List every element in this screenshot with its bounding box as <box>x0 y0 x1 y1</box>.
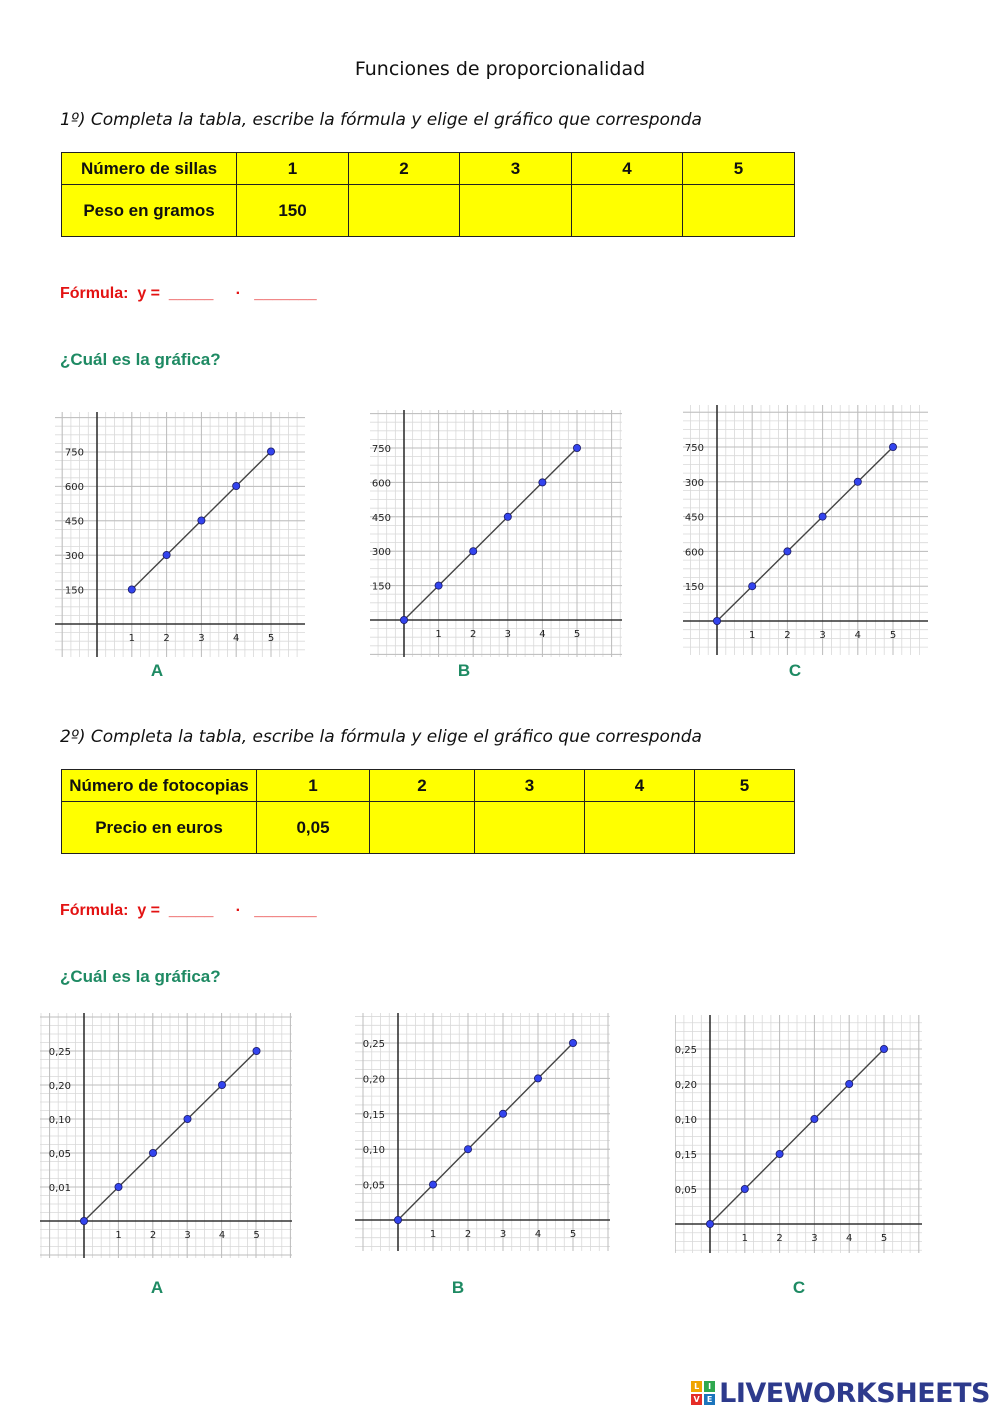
y-tick-label: 300 <box>371 547 391 559</box>
x-tick-label: 4 <box>534 1229 542 1240</box>
table-input-cell[interactable] <box>349 185 460 237</box>
table-header-cell: 1 <box>257 770 370 802</box>
data-point <box>880 1045 887 1052</box>
data-point <box>569 1039 576 1046</box>
data-point <box>741 1185 748 1192</box>
y-tick-label: 750 <box>684 443 704 454</box>
x-tick-label: 2 <box>776 1233 783 1244</box>
data-point <box>149 1149 156 1156</box>
data-point <box>184 1115 191 1122</box>
x-tick-label: 1 <box>115 1230 122 1241</box>
y-tick-label: 150 <box>64 585 84 597</box>
data-point <box>889 443 896 450</box>
question-2: ¿Cuál es la gráfica? <box>60 967 221 986</box>
x-tick-label: 2 <box>464 1229 472 1240</box>
logo-letter: L <box>691 1381 702 1392</box>
y-tick-label: 150 <box>371 581 391 593</box>
data-point <box>534 1075 541 1082</box>
x-tick-label: 5 <box>889 630 897 641</box>
formula-2[interactable]: Fórmula: y = _____ · _______ <box>60 902 317 919</box>
y-tick-label: 0,20 <box>48 1081 71 1092</box>
graph-1c[interactable] <box>683 405 928 655</box>
logo-letter: V <box>691 1394 702 1405</box>
graph-label-1b: B <box>457 661 471 680</box>
data-point <box>128 586 135 593</box>
x-tick-label: 2 <box>470 629 477 640</box>
y-tick-label: 0,15 <box>675 1150 697 1161</box>
data-point <box>80 1217 87 1224</box>
table-2 <box>61 769 795 854</box>
y-tick-label: 0,05 <box>48 1149 71 1160</box>
page-title: Funciones de proporcionalidad <box>354 58 646 80</box>
grid <box>355 1013 610 1251</box>
x-tick-label: 1 <box>435 629 442 640</box>
y-tick-label: 0,25 <box>675 1045 697 1056</box>
graph-2c[interactable] <box>675 1015 922 1253</box>
table-header-cell: 2 <box>370 770 475 802</box>
table-input-cell[interactable] <box>370 802 475 854</box>
table-header-cell: 3 <box>475 770 585 802</box>
data-point <box>429 1181 436 1188</box>
table-input-cell[interactable] <box>460 185 572 237</box>
liveworksheets-logo[interactable] <box>691 1376 990 1410</box>
data-point <box>115 1183 122 1190</box>
instruction-1: 1º) Completa la tabla, escribe la fórmula y elige el gráfico que corresponda <box>60 110 702 130</box>
x-tick-label: 4 <box>218 1230 226 1241</box>
y-tick-label: 0,05 <box>675 1185 697 1196</box>
x-tick-label: 3 <box>504 629 511 640</box>
data-point <box>846 1080 853 1087</box>
y-tick-label: 600 <box>684 547 704 559</box>
data-point <box>573 444 580 451</box>
y-tick-label: 0,10 <box>675 1115 697 1126</box>
data-point <box>435 582 442 589</box>
y-tick-label: 0,25 <box>48 1047 71 1058</box>
table-value-cell: 0,05 <box>257 802 370 854</box>
y-tick-label: 300 <box>64 551 84 562</box>
data-point <box>776 1150 783 1157</box>
data-point <box>400 616 407 623</box>
table-header-cell: 2 <box>349 153 460 185</box>
table-header-cell: 5 <box>695 770 795 802</box>
x-tick-label: 1 <box>741 1233 748 1244</box>
data-point <box>499 1110 506 1117</box>
graph-2a[interactable] <box>40 1013 292 1258</box>
x-tick-label: 1 <box>749 630 756 641</box>
graph-label-2a: A <box>150 1278 164 1297</box>
y-tick-label: 750 <box>371 444 391 455</box>
data-point <box>749 583 756 590</box>
table-input-cell[interactable] <box>695 802 795 854</box>
data-point <box>218 1081 225 1088</box>
logo-icon <box>691 1381 715 1405</box>
graph-2b[interactable] <box>355 1013 610 1251</box>
table-header-cell: 5 <box>683 153 795 185</box>
instruction-2: 2º) Completa la tabla, escribe la fórmula y elige el gráfico que corresponda <box>60 727 702 747</box>
graph-label-2b: B <box>451 1278 465 1297</box>
x-tick-label: 5 <box>253 1230 260 1241</box>
table-1 <box>61 152 795 237</box>
x-tick-label: 3 <box>198 633 205 644</box>
x-tick-label: 3 <box>819 630 826 641</box>
x-tick-label: 4 <box>233 633 240 644</box>
y-tick-label: 750 <box>64 447 84 459</box>
y-tick-label: 0,15 <box>362 1109 385 1121</box>
table-header-label: Número de sillas <box>62 153 237 185</box>
table-input-cell[interactable] <box>572 185 683 237</box>
data-point <box>819 513 826 520</box>
y-tick-label: 450 <box>684 512 704 524</box>
graph-label-1a: A <box>150 661 164 680</box>
x-tick-label: 1 <box>128 633 135 644</box>
x-tick-label: 3 <box>811 1233 818 1244</box>
data-point <box>854 478 861 485</box>
x-tick-label: 5 <box>880 1233 888 1244</box>
table-row-label: Precio en euros <box>62 802 257 854</box>
x-tick-label: 1 <box>429 1229 437 1240</box>
data-point <box>267 448 274 455</box>
data-point <box>713 617 720 624</box>
table-input-cell[interactable] <box>475 802 585 854</box>
y-tick-label: 0,01 <box>48 1183 71 1194</box>
data-point <box>464 1146 471 1153</box>
y-tick-label: 0,20 <box>362 1074 385 1086</box>
x-tick-label: 5 <box>569 1229 577 1240</box>
x-tick-label: 3 <box>184 1230 191 1241</box>
graph-label-2c: C <box>792 1278 806 1297</box>
y-tick-label: 0,10 <box>48 1115 71 1126</box>
data-point <box>233 482 240 489</box>
y-tick-label: 600 <box>371 478 391 490</box>
data-point <box>470 548 477 555</box>
y-tick-label: 0,20 <box>675 1080 697 1091</box>
data-point <box>198 517 205 524</box>
graph-label-1c: C <box>788 661 802 680</box>
grid <box>55 412 305 657</box>
formula-1[interactable]: Fórmula: y = _____ · _______ <box>60 285 317 302</box>
x-tick-label: 4 <box>846 1233 853 1244</box>
x-tick-label: 2 <box>149 1230 157 1241</box>
x-tick-label: 2 <box>784 630 791 641</box>
question-1: ¿Cuál es la gráfica? <box>60 350 221 369</box>
logo-letter: E <box>704 1394 715 1405</box>
x-tick-label: 2 <box>163 633 170 644</box>
table-header-label: Número de fotocopias <box>62 770 257 802</box>
data-point <box>811 1115 818 1122</box>
graph-1b[interactable] <box>370 410 622 657</box>
table-row-label: Peso en gramos <box>62 185 237 237</box>
table-header-cell: 3 <box>460 153 572 185</box>
x-tick-label: 4 <box>539 629 546 640</box>
data-point <box>253 1047 260 1054</box>
table-header-cell: 4 <box>572 153 683 185</box>
x-tick-label: 4 <box>854 630 861 641</box>
y-tick-label: 0,05 <box>362 1180 385 1192</box>
logo-text: LIVEWORKSHEETS <box>719 1377 990 1409</box>
x-tick-label: 3 <box>499 1229 507 1240</box>
y-tick-label: 600 <box>64 482 84 493</box>
y-tick-label: 450 <box>371 512 391 524</box>
y-tick-label: 450 <box>64 516 84 528</box>
table-header-cell: 4 <box>585 770 695 802</box>
y-tick-label: 150 <box>684 582 704 594</box>
y-tick-label: 300 <box>684 477 704 489</box>
data-point <box>539 479 546 486</box>
data-point <box>163 551 170 558</box>
data-point <box>784 548 791 555</box>
table-input-cell[interactable] <box>683 185 795 237</box>
data-point <box>706 1220 713 1227</box>
table-input-cell[interactable] <box>585 802 695 854</box>
x-tick-label: 5 <box>267 633 275 644</box>
graph-1a[interactable] <box>55 412 305 657</box>
y-tick-label: 0,25 <box>362 1039 385 1050</box>
y-tick-label: 0,10 <box>362 1145 385 1157</box>
table-value-cell: 150 <box>237 185 349 237</box>
table-header-cell: 1 <box>237 153 349 185</box>
data-point <box>504 513 511 520</box>
data-point <box>394 1216 401 1223</box>
x-tick-label: 5 <box>573 629 581 640</box>
logo-letter: I <box>704 1381 715 1392</box>
